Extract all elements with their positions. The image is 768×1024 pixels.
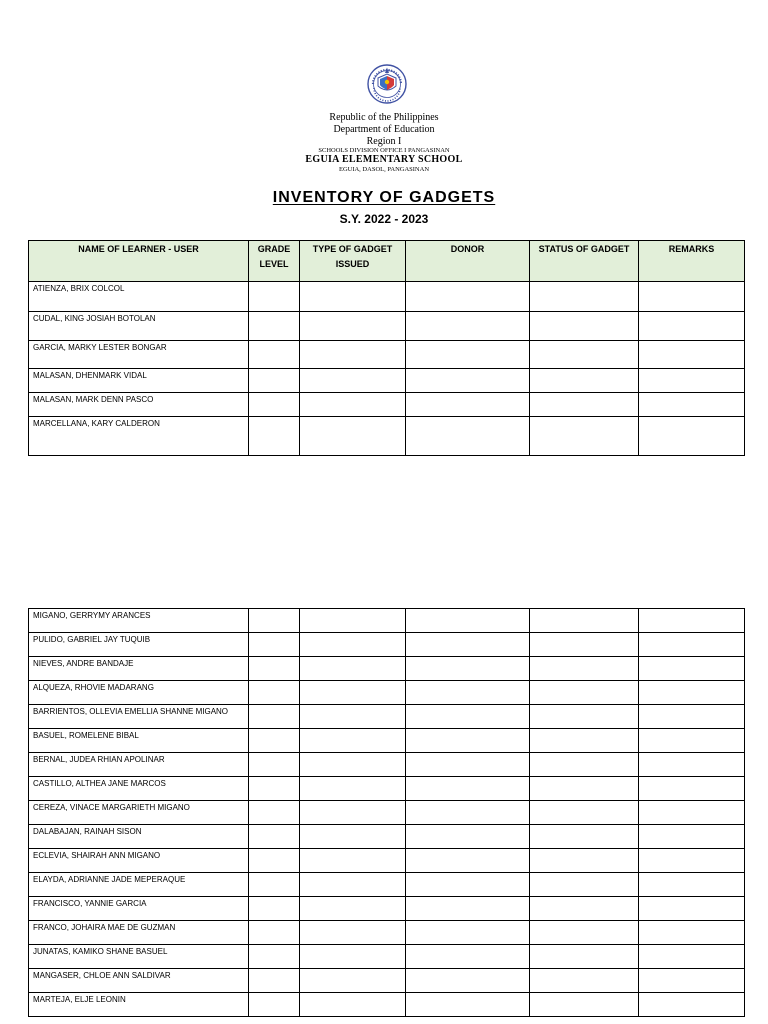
gadget-type-cell[interactable] bbox=[300, 369, 406, 393]
learner-name: MANGASER, CHLOE ANN SALDIVAR bbox=[29, 969, 249, 993]
page-title bbox=[0, 189, 768, 207]
gadget-type-cell[interactable] bbox=[300, 681, 406, 705]
donor-cell[interactable] bbox=[406, 282, 530, 312]
donor-cell[interactable] bbox=[406, 969, 530, 993]
gadget-type-cell[interactable] bbox=[300, 945, 406, 969]
gadget-type-cell[interactable] bbox=[300, 921, 406, 945]
table-row bbox=[29, 657, 745, 681]
status-cell[interactable] bbox=[530, 921, 639, 945]
grade-cell[interactable] bbox=[249, 801, 300, 825]
status-cell[interactable] bbox=[530, 282, 639, 312]
learner-name: CASTILLO, ALTHEA JANE MARCOS bbox=[29, 777, 249, 801]
gadget-type-cell[interactable] bbox=[300, 777, 406, 801]
gadget-type-cell[interactable] bbox=[300, 312, 406, 341]
remarks-cell[interactable] bbox=[639, 897, 745, 921]
learner-name: NIEVES, ANDRE BANDAJE bbox=[29, 657, 249, 681]
learner-name: BASUEL, ROMELENE BIBAL bbox=[29, 729, 249, 753]
grade-cell[interactable] bbox=[249, 657, 300, 681]
grade-cell[interactable] bbox=[249, 897, 300, 921]
remarks-cell[interactable] bbox=[639, 341, 745, 369]
learner-name: ALQUEZA, RHOVIE MADARANG bbox=[29, 681, 249, 705]
status-cell[interactable] bbox=[530, 681, 639, 705]
grade-cell[interactable] bbox=[249, 705, 300, 729]
remarks-cell[interactable] bbox=[639, 633, 745, 657]
remarks-cell[interactable] bbox=[639, 312, 745, 341]
grade-cell[interactable] bbox=[249, 609, 300, 633]
table-row bbox=[29, 369, 745, 393]
gadget-type-cell[interactable] bbox=[300, 993, 406, 1017]
learner-name: CUDAL, KING JOSIAH BOTOLAN bbox=[29, 312, 249, 341]
donor-cell[interactable] bbox=[406, 873, 530, 897]
status-cell[interactable] bbox=[530, 993, 639, 1017]
donor-cell[interactable] bbox=[406, 753, 530, 777]
learner-name: BERNAL, JUDEA RHIAN APOLINAR bbox=[29, 753, 249, 777]
donor-cell[interactable] bbox=[406, 341, 530, 369]
learner-name: FRANCISCO, YANNIE GARCIA bbox=[29, 897, 249, 921]
table-row bbox=[29, 969, 745, 993]
remarks-cell[interactable] bbox=[639, 825, 745, 849]
learner-name: MALASAN, MARK DENN PASCO bbox=[29, 393, 249, 417]
donor-cell[interactable] bbox=[406, 993, 530, 1017]
remarks-cell[interactable] bbox=[639, 969, 745, 993]
grade-cell[interactable] bbox=[249, 417, 300, 456]
remarks-cell[interactable] bbox=[639, 753, 745, 777]
donor-cell[interactable] bbox=[406, 657, 530, 681]
donor-cell[interactable] bbox=[406, 897, 530, 921]
learner-name: DALABAJAN, RAINAH SISON bbox=[29, 825, 249, 849]
donor-cell[interactable] bbox=[406, 393, 530, 417]
gadget-type-cell[interactable] bbox=[300, 609, 406, 633]
status-cell[interactable] bbox=[530, 633, 639, 657]
status-cell[interactable] bbox=[530, 657, 639, 681]
learner-name: ECLEVIA, SHAIRAH ANN MIGANO bbox=[29, 849, 249, 873]
gadget-type-cell[interactable] bbox=[300, 393, 406, 417]
donor-cell[interactable] bbox=[406, 729, 530, 753]
status-cell[interactable] bbox=[530, 705, 639, 729]
status-cell[interactable] bbox=[530, 969, 639, 993]
donor-cell[interactable] bbox=[406, 681, 530, 705]
grade-cell[interactable] bbox=[249, 312, 300, 341]
header-school: EGUIA ELEMENTARY SCHOOL bbox=[305, 154, 463, 165]
table-row bbox=[29, 681, 745, 705]
learner-name: ELAYDA, ADRIANNE JADE MEPERAQUE bbox=[29, 873, 249, 897]
grade-cell[interactable] bbox=[249, 729, 300, 753]
grade-cell[interactable] bbox=[249, 369, 300, 393]
grade-cell[interactable] bbox=[249, 873, 300, 897]
status-cell[interactable] bbox=[530, 897, 639, 921]
learner-name: MARCELLANA, KARY CALDERON bbox=[29, 417, 249, 456]
remarks-cell[interactable] bbox=[639, 657, 745, 681]
header-address: EGUIA, DASOL, PANGASINAN bbox=[338, 166, 430, 173]
status-cell[interactable] bbox=[530, 609, 639, 633]
gadget-type-cell[interactable] bbox=[300, 282, 406, 312]
gadget-type-cell[interactable] bbox=[300, 657, 406, 681]
header-division: SCHOOLS DIVISION OFFICE I PANGASINAN bbox=[318, 147, 450, 154]
remarks-cell[interactable] bbox=[639, 705, 745, 729]
remarks-cell[interactable] bbox=[639, 849, 745, 873]
status-cell[interactable] bbox=[530, 729, 639, 753]
remarks-cell[interactable] bbox=[639, 393, 745, 417]
donor-cell[interactable] bbox=[406, 633, 530, 657]
status-cell[interactable] bbox=[530, 341, 639, 369]
column-header-grade: GRADE LEVEL bbox=[249, 241, 300, 282]
grade-cell[interactable] bbox=[249, 993, 300, 1017]
inventory-table bbox=[28, 240, 745, 456]
gadget-type-cell[interactable] bbox=[300, 801, 406, 825]
column-header-donor: DONOR bbox=[406, 241, 530, 282]
donor-cell[interactable] bbox=[406, 369, 530, 393]
grade-cell[interactable] bbox=[249, 681, 300, 705]
donor-cell[interactable] bbox=[406, 945, 530, 969]
table-row bbox=[29, 897, 745, 921]
gadget-type-cell[interactable] bbox=[300, 705, 406, 729]
donor-cell[interactable] bbox=[406, 849, 530, 873]
table-row bbox=[29, 705, 745, 729]
status-cell[interactable] bbox=[530, 873, 639, 897]
remarks-cell[interactable] bbox=[639, 729, 745, 753]
table-row bbox=[29, 873, 745, 897]
deped-seal-icon bbox=[367, 64, 407, 104]
table-row bbox=[29, 921, 745, 945]
remarks-cell[interactable] bbox=[639, 609, 745, 633]
table-row bbox=[29, 633, 745, 657]
table-header-row bbox=[29, 241, 745, 282]
remarks-cell[interactable] bbox=[639, 993, 745, 1017]
table-row bbox=[29, 825, 745, 849]
status-cell[interactable] bbox=[530, 945, 639, 969]
grade-cell[interactable] bbox=[249, 393, 300, 417]
gadget-type-cell[interactable] bbox=[300, 969, 406, 993]
remarks-cell[interactable] bbox=[639, 921, 745, 945]
table-row bbox=[29, 729, 745, 753]
gadget-type-cell[interactable] bbox=[300, 417, 406, 456]
status-cell[interactable] bbox=[530, 849, 639, 873]
grade-cell[interactable] bbox=[249, 849, 300, 873]
status-cell[interactable] bbox=[530, 417, 639, 456]
table-row bbox=[29, 312, 745, 341]
gadget-type-cell[interactable] bbox=[300, 897, 406, 921]
donor-cell[interactable] bbox=[406, 801, 530, 825]
gadget-type-cell[interactable] bbox=[300, 849, 406, 873]
learner-name: MALASAN, DHENMARK VIDAL bbox=[29, 369, 249, 393]
status-cell[interactable] bbox=[530, 312, 639, 341]
header-republic: Republic of the Philippines bbox=[329, 112, 439, 123]
gadget-type-cell[interactable] bbox=[300, 729, 406, 753]
column-header-name: NAME OF LEARNER - USER bbox=[29, 241, 249, 282]
table-row bbox=[29, 417, 745, 456]
learner-name: ATIENZA, BRIX COLCOL bbox=[29, 282, 249, 312]
header-department: Department of Education bbox=[333, 124, 435, 135]
grade-cell[interactable] bbox=[249, 969, 300, 993]
grade-cell[interactable] bbox=[249, 921, 300, 945]
donor-cell[interactable] bbox=[406, 777, 530, 801]
table-row bbox=[29, 993, 745, 1017]
grade-cell[interactable] bbox=[249, 282, 300, 312]
learner-name: JUNATAS, KAMIKO SHANE BASUEL bbox=[29, 945, 249, 969]
table-row bbox=[29, 282, 745, 312]
status-cell[interactable] bbox=[530, 753, 639, 777]
learner-name: MIGANO, GERRYMY ARANCES bbox=[29, 609, 249, 633]
inventory-table-continued bbox=[28, 608, 745, 1017]
grade-cell[interactable] bbox=[249, 777, 300, 801]
gadget-type-cell[interactable] bbox=[300, 753, 406, 777]
column-header-gadget-type: TYPE OF GADGET ISSUED bbox=[300, 241, 406, 282]
remarks-cell[interactable] bbox=[639, 801, 745, 825]
donor-cell[interactable] bbox=[406, 417, 530, 456]
status-cell[interactable] bbox=[530, 801, 639, 825]
donor-cell[interactable] bbox=[406, 312, 530, 341]
remarks-cell[interactable] bbox=[639, 777, 745, 801]
column-header-status: STATUS OF GADGET bbox=[530, 241, 639, 282]
donor-cell[interactable] bbox=[406, 609, 530, 633]
gadget-type-cell[interactable] bbox=[300, 633, 406, 657]
table-row bbox=[29, 341, 745, 369]
column-header-remarks: REMARKS bbox=[639, 241, 745, 282]
table-row bbox=[29, 945, 745, 969]
remarks-cell[interactable] bbox=[639, 681, 745, 705]
donor-cell[interactable] bbox=[406, 825, 530, 849]
remarks-cell[interactable] bbox=[639, 873, 745, 897]
status-cell[interactable] bbox=[530, 777, 639, 801]
grade-cell[interactable] bbox=[249, 633, 300, 657]
table-row bbox=[29, 393, 745, 417]
status-cell[interactable] bbox=[530, 369, 639, 393]
status-cell[interactable] bbox=[530, 393, 639, 417]
gadget-type-cell[interactable] bbox=[300, 873, 406, 897]
learner-name: CEREZA, VINACE MARGARIETH MIGANO bbox=[29, 801, 249, 825]
donor-cell[interactable] bbox=[406, 705, 530, 729]
grade-cell[interactable] bbox=[249, 825, 300, 849]
learner-name: MARTEJA, ELJE LEONIN bbox=[29, 993, 249, 1017]
table-row bbox=[29, 849, 745, 873]
grade-cell[interactable] bbox=[249, 945, 300, 969]
remarks-cell[interactable] bbox=[639, 369, 745, 393]
learner-name: BARRIENTOS, OLLEVIA EMELLIA SHANNE MIGANO bbox=[29, 705, 249, 729]
table-row bbox=[29, 609, 745, 633]
remarks-cell[interactable] bbox=[639, 417, 745, 456]
gadget-type-cell[interactable] bbox=[300, 341, 406, 369]
table-row bbox=[29, 753, 745, 777]
learner-name: GARCIA, MARKY LESTER BONGAR bbox=[29, 341, 249, 369]
learner-name: FRANCO, JOHAIRA MAE DE GUZMAN bbox=[29, 921, 249, 945]
remarks-cell[interactable] bbox=[639, 945, 745, 969]
grade-cell[interactable] bbox=[249, 753, 300, 777]
gadget-type-cell[interactable] bbox=[300, 825, 406, 849]
header-region: Region I bbox=[366, 136, 402, 147]
page-title-text: INVENTORY OF GADGETS bbox=[272, 189, 496, 206]
table-row bbox=[29, 777, 745, 801]
grade-cell[interactable] bbox=[249, 341, 300, 369]
status-cell[interactable] bbox=[530, 825, 639, 849]
school-year: S.Y. 2022 - 2023 bbox=[339, 212, 429, 226]
learner-name: PULIDO, GABRIEL JAY TUQUIB bbox=[29, 633, 249, 657]
donor-cell[interactable] bbox=[406, 921, 530, 945]
table-row bbox=[29, 801, 745, 825]
remarks-cell[interactable] bbox=[639, 282, 745, 312]
